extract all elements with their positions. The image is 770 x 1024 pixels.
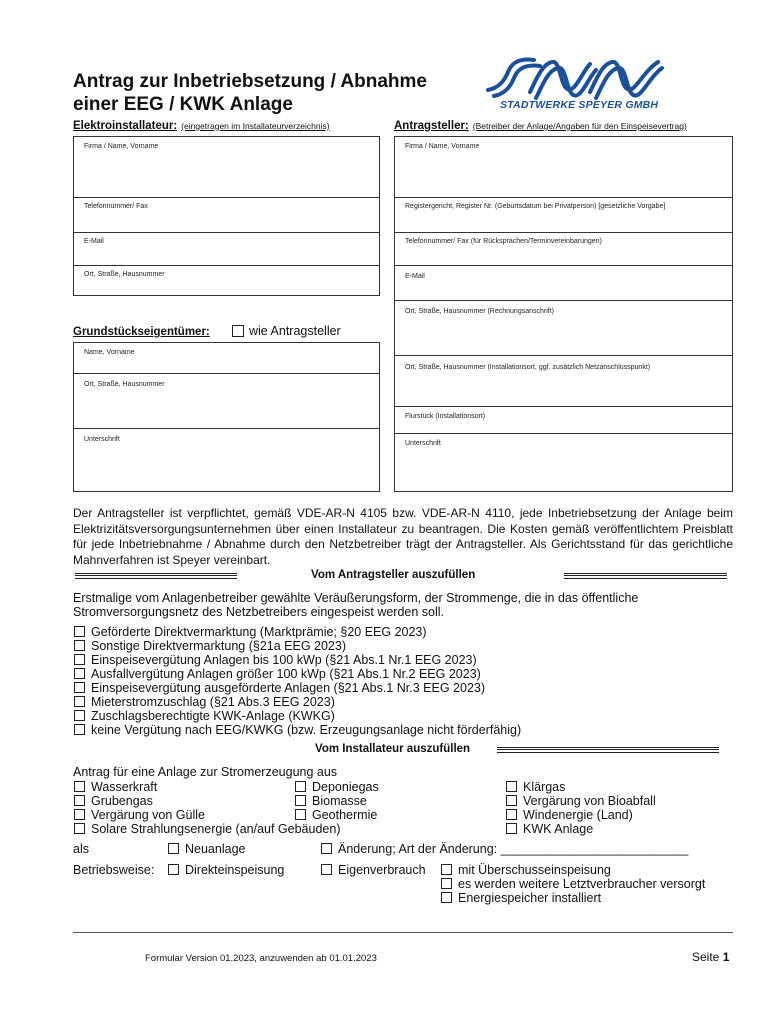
applicant-parcel-field[interactable]: Flurstück (Installationsort) (405, 413, 486, 420)
source-label: Grubengas (91, 794, 153, 808)
option-label: Sonstige Direktvermarktung (§21a EEG 2023) (91, 639, 346, 653)
source-checkbox[interactable] (74, 795, 85, 806)
installer-section-band: Vom Installateur auszufüllen (315, 743, 471, 755)
footer-divider (73, 932, 733, 933)
installer-address-field[interactable]: Ort, Straße, Hausnummer (84, 271, 165, 278)
eigen-option-label: Energiespeicher installiert (458, 891, 602, 905)
option-label: Ausfallvergütung Anlagen größer 100 kWp (§21 Abs.1 Nr.2 EEG 2023) (91, 667, 481, 681)
source-label: Biomasse (312, 794, 367, 808)
option-label: Einspeisevergütung Anlagen bis 100 kWp (§21 Abs.1 Nr.1 EEG 2023) (91, 653, 477, 667)
eigen-option-label: es werden weitere Letztverbraucher versorgt (458, 877, 706, 891)
eigenverbrauch-checkbox[interactable] (321, 864, 332, 875)
option-label: keine Vergütung nach EEG/KWKG (bzw. Erzeugungsanlage nicht förderfähig) (91, 723, 522, 737)
source-label: Vergärung von Bioabfall (523, 794, 656, 808)
installer-intro: Antrag für eine Anlage zur Stromerzeugung aus (73, 765, 338, 779)
source-label-solar: Solare Strahlungsenergie (an/auf Gebäuden) (91, 822, 341, 836)
divider-installer (497, 747, 719, 753)
divider-right (564, 573, 727, 579)
option-label: Mieterstromzuschlag (§21 Abs.3 EEG 2023) (91, 695, 335, 709)
applicant-section-band: Vom Antragsteller auszufüllen (311, 569, 476, 581)
eigen-option-checkbox[interactable] (441, 892, 452, 903)
applicant-install-address-field[interactable]: Ort, Straße, Hausnummer (Installationsort, ggf. zusätzlich Netzanschlusspunkt) (405, 364, 651, 371)
legal-paragraph: Der Antragsteller ist verpflichtet, gemäß VDE-AR-N 4105 bzw. VDE-AR-N 4110, jede Inbetriebsetzung der Anlage beim Elektrizitätsversorgungsunternehmen über einen Installateur zu beantragen. Die Kosten gemäß veröffentlichtem Preisblatt für jede Inbetriebnahme / Abnahme durch den Netzbetreiber trägt der Antragsteller. Als Gerichtsstand für das gerichtliche Mahnverfahren ist Speyer vereinbart. (73, 506, 733, 567)
aenderung-checkbox[interactable] (321, 843, 332, 854)
option-label: Zuschlagsberechtigte KWK-Anlage (KWKG) (91, 709, 335, 723)
divider-left (75, 573, 237, 579)
source-checkbox[interactable] (295, 809, 306, 820)
owner-address-field[interactable]: Ort, Straße, Hausnummer (84, 381, 165, 388)
source-label: Windenergie (Land) (523, 808, 633, 822)
source-checkbox[interactable] (506, 823, 517, 834)
applicant-heading: Antragsteller: (Betreiber der Anlage/Angaben für den Einspeisevertrag) (394, 120, 687, 132)
page-indicator: Seite 1 (692, 950, 730, 964)
option-label: Einspeisevergütung ausgeförderte Anlagen (§21 Abs.1 Nr.3 EEG 2023) (91, 681, 486, 695)
source-label: Geothermie (312, 808, 378, 822)
eigen-option-label: mit Überschusseinspeisung (458, 863, 611, 877)
option-checkbox[interactable] (74, 724, 85, 735)
title-line-1: Antrag zur Inbetriebsetzung / Abnahme (73, 71, 427, 92)
option-label: Geförderte Direktvermarktung (Marktprämie; §20 EEG 2023) (91, 625, 427, 639)
source-checkbox[interactable] (74, 781, 85, 792)
owner-heading: Grundstückseigentümer: (73, 326, 210, 338)
source-checkbox[interactable] (74, 823, 85, 834)
option-checkbox[interactable] (74, 710, 85, 721)
owner-name-field[interactable]: Name, Vorname (84, 349, 135, 356)
applicant-register-field[interactable]: Registergericht, Register Nr. (Geburtsdatum bei Privatperson) [gesetzliche Vorgabe] (405, 203, 666, 210)
source-label: Wasserkraft (91, 780, 158, 794)
installer-email-field[interactable]: E-Mail (84, 238, 104, 245)
owner-same-as-applicant-label: wie Antragsteller (249, 324, 341, 338)
direkteinspeisung-checkbox[interactable] (168, 864, 179, 875)
applicant-name-field[interactable]: Firma / Name, Vorname (405, 143, 480, 150)
source-checkbox[interactable] (295, 795, 306, 806)
option-checkbox[interactable] (74, 696, 85, 707)
source-checkbox[interactable] (295, 781, 306, 792)
owner-box (73, 342, 380, 492)
source-label: Deponiegas (312, 780, 379, 794)
installer-note: (eingetragen im Installateurverzeichnis) (181, 121, 330, 131)
applicant-email-field[interactable]: E-Mail (405, 273, 425, 280)
page-title (73, 70, 473, 116)
installer-heading: Elektroinstallateur: (eingetragen im Installateurverzeichnis) (73, 120, 330, 132)
option-checkbox[interactable] (74, 626, 85, 637)
applicant-intro-line-1: Erstmalige vom Anlagenbetreiber gewählte Veräußerungsform, der Strommenge, die in das öffentliche (73, 591, 639, 605)
installer-phone-field[interactable]: Telefonnummer/ Fax (84, 203, 148, 210)
owner-same-as-applicant-checkbox[interactable] (232, 325, 244, 337)
option-checkbox[interactable] (74, 668, 85, 679)
option-checkbox[interactable] (74, 640, 85, 651)
applicant-signature-field[interactable]: Unterschrift (405, 440, 441, 447)
eigen-option-checkbox[interactable] (441, 864, 452, 875)
applicant-phone-field[interactable]: Telefonnummer/ Fax (für Rücksprachen/Terminvereinbarungen) (405, 238, 602, 245)
installer-name-field[interactable]: Firma / Name, Vorname (84, 143, 159, 150)
aenderung-label: Änderung; Art der Änderung: ___________________________ (338, 842, 689, 856)
neuanlage-label: Neuanlage (185, 842, 246, 856)
eigenverbrauch-label: Eigenverbrauch (338, 863, 426, 877)
applicant-note: (Betreiber der Anlage/Angaben für den Einspeisevertrag) (472, 121, 687, 131)
source-label: Vergärung von Gülle (91, 808, 205, 822)
applicant-billing-address-field[interactable]: Ort, Straße, Hausnummer (Rechnungsanschrift) (405, 308, 554, 315)
direkteinspeisung-label: Direkteinspeisung (185, 863, 285, 877)
source-checkbox[interactable] (506, 795, 517, 806)
source-label: Klärgas (523, 780, 566, 794)
betriebsweise-label: Betriebsweise: (73, 863, 155, 877)
source-checkbox[interactable] (506, 781, 517, 792)
als-label: als (73, 842, 89, 856)
option-checkbox[interactable] (74, 654, 85, 665)
source-label: KWK Anlage (523, 822, 594, 836)
eigen-option-checkbox[interactable] (441, 878, 452, 889)
source-checkbox[interactable] (506, 809, 517, 820)
title-line-2: einer EEG / KWK Anlage (73, 94, 293, 115)
form-version: Formular Version 01.2023, anzuwenden ab 01.01.2023 (145, 953, 377, 964)
page-number: 1 (722, 950, 730, 964)
applicant-intro-line-2: Stromversorgungsnetz des Netzbetreibers eingespeist werden soll. (73, 605, 445, 619)
source-checkbox[interactable] (74, 809, 85, 820)
option-checkbox[interactable] (74, 682, 85, 693)
owner-signature-field[interactable]: Unterschrift (84, 436, 120, 443)
logo-text: STADTWERKE SPEYER GMBH (500, 99, 659, 111)
neuanlage-checkbox[interactable] (168, 843, 179, 854)
